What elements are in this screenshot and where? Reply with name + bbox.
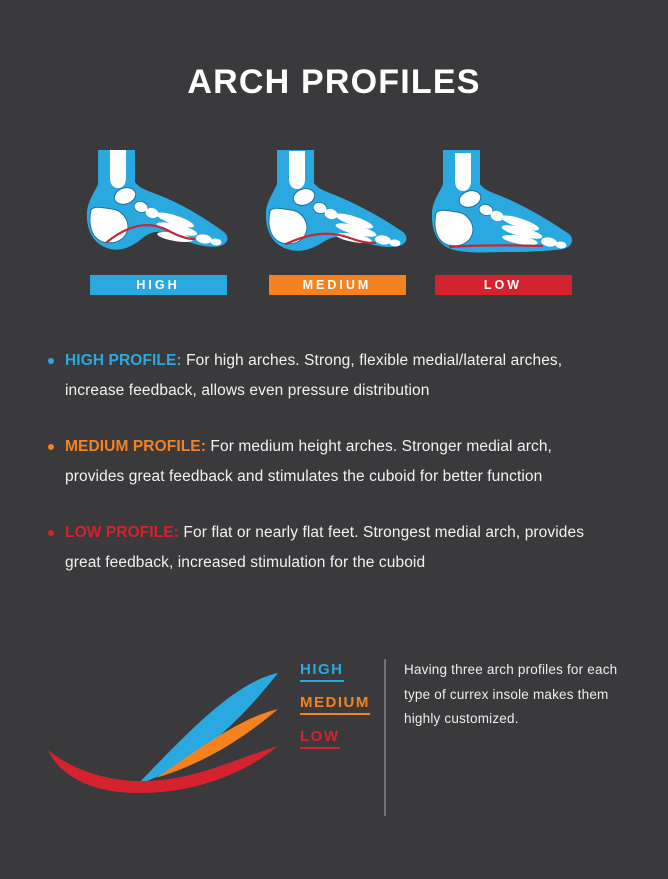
foot-column-high bbox=[83, 150, 233, 295]
foot-label-bar-medium: MEDIUM bbox=[269, 275, 406, 295]
bullet-text-low: For flat or nearly flat feet. Strongest medial arch, provides great feedback, increased stimulation for the cuboid bbox=[65, 524, 585, 571]
foot-column-low bbox=[428, 150, 578, 295]
legend-item-high: HIGH bbox=[300, 661, 344, 682]
arch-curves-graphic bbox=[30, 640, 330, 810]
bullet-item-high bbox=[48, 346, 604, 406]
arch-bullet-list bbox=[48, 346, 604, 604]
curve-high bbox=[138, 673, 278, 784]
page-title: ARCH PROFILES bbox=[187, 62, 481, 101]
note-text: Having three arch profiles for each type of currex insole makes them highly customized. bbox=[404, 662, 618, 726]
foot-label-bar-low: LOW bbox=[435, 275, 572, 295]
bullet-label-medium: MEDIUM PROFILE: bbox=[65, 438, 206, 455]
bullet-dot-medium bbox=[48, 444, 54, 450]
bullet-item-low bbox=[48, 518, 604, 578]
foot-label-bar-high: HIGH bbox=[90, 275, 227, 295]
bullet-text-medium: For medium height arches. Stronger medial arch, provides great feedback and stimulates the cuboid for better function bbox=[65, 438, 552, 485]
legend-item-low: LOW bbox=[300, 728, 340, 749]
bullet-dot-high bbox=[48, 358, 54, 364]
legend-divider bbox=[384, 659, 386, 816]
bullet-dot-low bbox=[48, 530, 54, 536]
foot-column-medium bbox=[262, 150, 412, 295]
bullet-item-medium bbox=[48, 432, 604, 492]
bullet-label-high: HIGH PROFILE: bbox=[65, 352, 182, 369]
legend-item-medium: MEDIUM bbox=[300, 694, 370, 715]
foot-illustration-low bbox=[428, 150, 578, 258]
foot-illustration-medium bbox=[262, 150, 412, 258]
bullet-label-low: LOW PROFILE: bbox=[65, 524, 179, 541]
foot-illustration-high bbox=[83, 150, 233, 258]
bullet-text-high: For high arches. Strong, flexible medial/lateral arches, increase feedback, allows even pressure distribution bbox=[65, 352, 563, 399]
